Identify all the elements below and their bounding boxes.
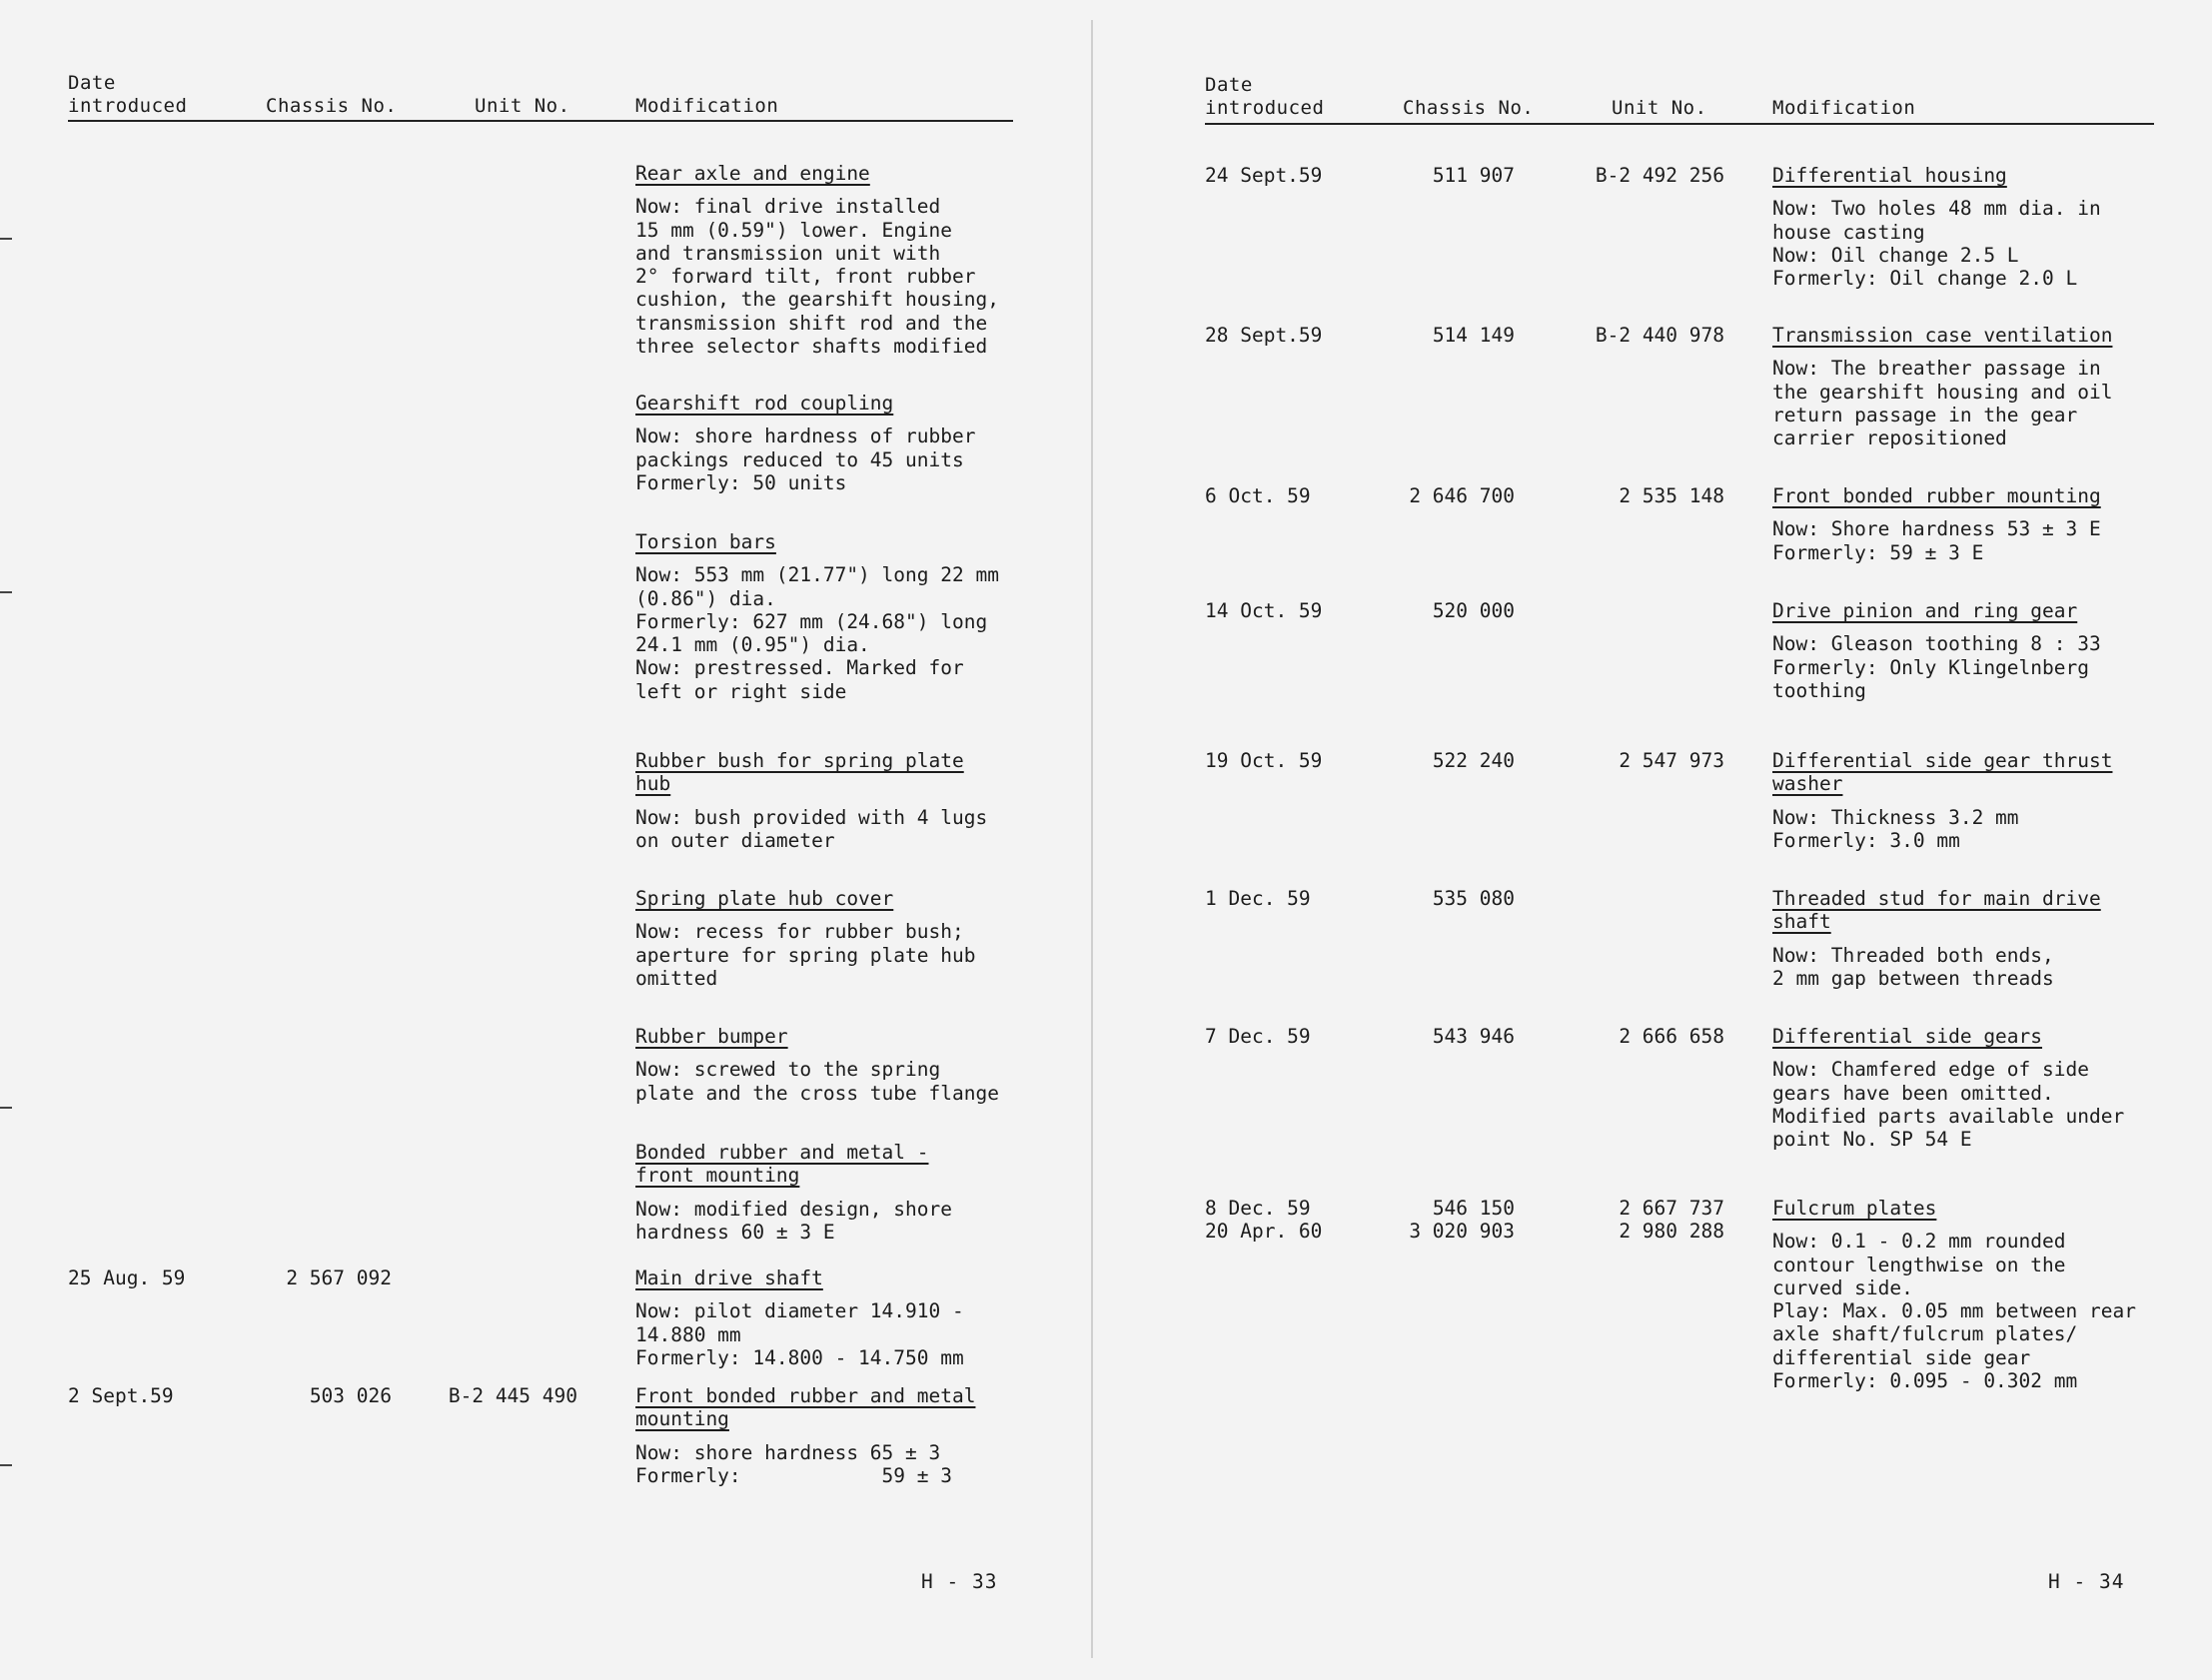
modification-title: Gearshift rod coupling	[635, 392, 894, 415]
entry-modification	[1772, 887, 2101, 990]
entry-unit: 2 667 737 2 980 288	[1619, 1197, 1724, 1243]
header-rule	[1205, 123, 2154, 125]
entry-date: 2 Sept.59	[68, 1384, 174, 1407]
page-number: H - 33	[921, 1570, 998, 1593]
entry-date: 6 Oct. 59	[1205, 484, 1311, 507]
entry-modification	[1772, 484, 2101, 564]
scan-mark	[0, 591, 12, 593]
modification-body: Now: Two holes 48 mm dia. in house casting Now: Oil change 2.5 L Formerly: Oil change 2.0 L	[1772, 197, 2101, 291]
modification-body: Now: modified design, shore hardness 60 ± 3 E	[635, 1197, 952, 1244]
header-unit: Unit No.	[1612, 97, 1707, 119]
entry-unit: B-2 445 490	[448, 1384, 577, 1407]
entry-modification	[1772, 1025, 2124, 1151]
right-page	[1095, 0, 2212, 1680]
entry-chassis: 511 907	[1432, 164, 1515, 187]
entry-modification	[1772, 749, 2112, 852]
entry-modification	[635, 1025, 999, 1105]
entry-date: 1 Dec. 59	[1205, 887, 1311, 910]
entry-date: 8 Dec. 59 20 Apr. 60	[1205, 1197, 1323, 1243]
modification-title: Drive pinion and ring gear	[1772, 599, 2078, 622]
entry-chassis: 503 026	[309, 1384, 392, 1407]
modification-title: Torsion bars	[635, 530, 776, 553]
header-date: Date introduced	[1205, 74, 1325, 119]
entry-unit: 2 547 973	[1619, 749, 1724, 772]
entry-modification	[635, 392, 975, 494]
modification-title: Rear axle and engine	[635, 162, 870, 185]
entry-date: 25 Aug. 59	[68, 1266, 186, 1289]
modification-title: Front bonded rubber mounting	[1772, 484, 2101, 507]
header-modification: Modification	[635, 95, 779, 117]
entry-date: 28 Sept.59	[1205, 324, 1323, 347]
header-unit: Unit No.	[475, 95, 570, 117]
modification-title: Spring plate hub cover	[635, 887, 894, 910]
modification-body: Now: shore hardness of rubber packings reduced to 45 units Formerly: 50 units	[635, 424, 976, 494]
scan-mark	[0, 238, 12, 240]
header-chassis: Chassis No.	[266, 95, 398, 117]
modification-title: Bonded rubber and metal - front mounting	[635, 1141, 929, 1188]
entry-chassis: 535 080	[1432, 887, 1515, 910]
entry-modification	[1772, 599, 2101, 702]
scan-mark	[0, 1107, 12, 1109]
entry-modification	[1772, 164, 2101, 290]
modification-body: Now: 0.1 - 0.2 mm rounded contour lengthwise on the curved side. Play: Max. 0.05 mm between rear axle shaft/fulcrum plates/ differential side gear Formerly: 0.095 - 0.302 mm	[1772, 1230, 2136, 1393]
modification-body: Now: bush provided with 4 lugs on outer diameter	[635, 805, 988, 852]
modification-title: Rubber bush for spring plate hub	[635, 749, 964, 796]
entry-chassis: 2 646 700	[1409, 484, 1515, 507]
scan-mark	[0, 1464, 12, 1466]
modification-body: Now: Thickness 3.2 mm Formerly: 3.0 mm	[1772, 805, 2019, 852]
modification-title: Rubber bumper	[635, 1025, 788, 1048]
modification-body: Now: Shore hardness 53 ± 3 E Formerly: 59 ± 3 E	[1772, 517, 2101, 564]
modification-body: Now: recess for rubber bush; aperture for spring plate hub omitted	[635, 920, 976, 990]
modification-title: Fulcrum plates	[1772, 1197, 1937, 1220]
modification-body: Now: Threaded both ends, 2 mm gap between threads	[1772, 943, 2054, 990]
entry-chassis: 2 567 092	[286, 1266, 392, 1289]
modification-title: Threaded stud for main drive shaft	[1772, 887, 2101, 934]
entry-modification	[635, 749, 987, 852]
entry-unit: B-2 440 978	[1595, 324, 1724, 347]
modification-body: Now: shore hardness 65 ± 3 Formerly: 59 ± 3	[635, 1440, 952, 1487]
entry-chassis: 514 149	[1432, 324, 1515, 347]
entry-chassis: 543 946	[1432, 1025, 1515, 1048]
modification-body: Now: screwed to the spring plate and the cross tube flange	[635, 1058, 999, 1105]
modification-body: Now: pilot diameter 14.910 - 14.880 mm Formerly: 14.800 - 14.750 mm	[635, 1299, 964, 1369]
modification-title: Front bonded rubber and metal mounting	[635, 1384, 976, 1431]
entry-modification	[635, 1384, 975, 1487]
modification-body: Now: final drive installed 15 mm (0.59") lower. Engine and transmission unit with 2° forward tilt, front rubber cushion, the gearshift housing, transmission shift rod and the three selector shafts modified	[635, 195, 999, 359]
header-date: Date introduced	[68, 72, 188, 117]
modification-body: Now: Gleason toothing 8 : 33 Formerly: Only Klingelnberg toothing	[1772, 632, 2101, 702]
modification-body: Now: The breather passage in the gearshift housing and oil return passage in the gear carrier repositioned	[1772, 357, 2113, 450]
entry-chassis: 520 000	[1432, 599, 1515, 622]
modification-title: Transmission case ventilation	[1772, 324, 2113, 347]
entry-date: 24 Sept.59	[1205, 164, 1323, 187]
entry-unit: 2 666 658	[1619, 1025, 1724, 1048]
header-modification: Modification	[1772, 97, 1916, 119]
left-page	[0, 0, 1093, 1680]
entry-modification	[635, 530, 999, 703]
modification-title: Differential side gears	[1772, 1025, 2043, 1048]
entry-modification	[635, 887, 975, 990]
entry-modification	[635, 1266, 964, 1369]
entry-date: 14 Oct. 59	[1205, 599, 1323, 622]
page-number: H - 34	[2048, 1570, 2125, 1593]
entry-date: 19 Oct. 59	[1205, 749, 1323, 772]
entry-chassis: 546 150 3 020 903	[1409, 1197, 1515, 1243]
modification-title: Main drive shaft	[635, 1266, 823, 1289]
header-chassis: Chassis No.	[1403, 97, 1535, 119]
modification-body: Now: 553 mm (21.77") long 22 mm (0.86") dia. Formerly: 627 mm (24.68") long 24.1 mm (0.95") dia. Now: prestressed. Marked for left or right side	[635, 563, 999, 703]
modification-title: Differential housing	[1772, 164, 2007, 187]
entry-modification	[1772, 1197, 2136, 1392]
header-rule	[68, 120, 1013, 122]
entry-modification	[635, 162, 999, 358]
modification-title: Differential side gear thrust washer	[1772, 749, 2113, 796]
entry-date: 7 Dec. 59	[1205, 1025, 1311, 1048]
entry-modification	[635, 1141, 952, 1244]
entry-unit: 2 535 148	[1619, 484, 1724, 507]
entry-unit: B-2 492 256	[1595, 164, 1724, 187]
modification-body: Now: Chamfered edge of side gears have been omitted. Modified parts available under point No. SP 54 E	[1772, 1058, 2125, 1152]
entry-chassis: 522 240	[1432, 749, 1515, 772]
entry-modification	[1772, 324, 2112, 449]
